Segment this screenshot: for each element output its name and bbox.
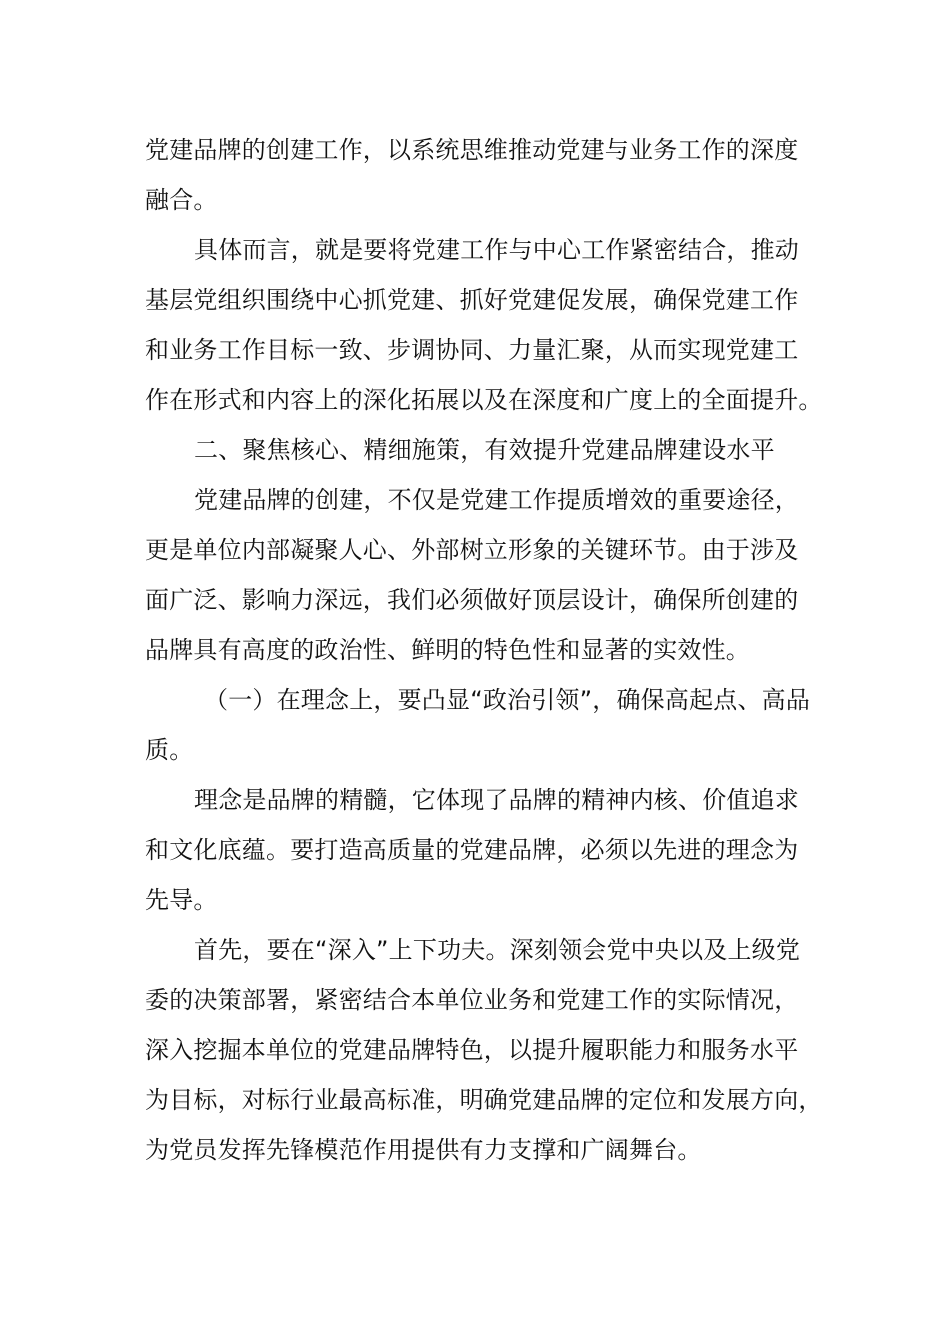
subsection-heading: （一）在理念上，要凸显“政治引领”，确保高起点、高品	[204, 686, 811, 714]
paragraph-line: 为党员发挥先锋模范作用提供有力支撑和广阔舞台。	[145, 1136, 702, 1164]
paragraph-line: 具体而言，就是要将党建工作与中心工作紧密结合，推动	[194, 236, 799, 264]
paragraph-line: 更是单位内部凝聚人心、外部树立形象的关键环节。由于涉及	[145, 536, 799, 564]
paragraph-line: 党建品牌的创建工作，以系统思维推动党建与业务工作的深度	[145, 136, 799, 164]
subsection-heading-continued: 质。	[145, 736, 194, 764]
paragraph-line: 先导。	[145, 886, 218, 914]
paragraph-line: 面广泛、影响力深远，我们必须做好顶层设计，确保所创建的	[145, 586, 799, 614]
paragraph-line: 首先，要在“深入”上下功夫。深刻领会党中央以及上级党	[194, 936, 801, 964]
paragraph-line: 委的决策部署，紧密结合本单位业务和党建工作的实际情况，	[145, 986, 799, 1014]
paragraph-line: 党建品牌的创建，不仅是党建工作提质增效的重要途径，	[194, 486, 799, 514]
paragraph-line: 深入挖掘本单位的党建品牌特色，以提升履职能力和服务水平	[145, 1036, 799, 1064]
paragraph-line: 为目标，对标行业最高标准，明确党建品牌的定位和发展方向，	[145, 1086, 823, 1114]
paragraph-line: 作在形式和内容上的深化拓展以及在深度和广度上的全面提升。	[145, 386, 823, 414]
section-heading: 二、聚焦核心、精细施策，有效提升党建品牌建设水平	[194, 436, 775, 464]
paragraph-line: 品牌具有高度的政治性、鲜明的特色性和显著的实效性。	[145, 636, 750, 664]
paragraph-line: 基层党组织围绕中心抓党建、抓好党建促发展，确保党建工作	[145, 286, 799, 314]
paragraph-line: 和文化底蕴。要打造高质量的党建品牌，必须以先进的理念为	[145, 836, 799, 864]
paragraph-line: 和业务工作目标一致、步调协同、力量汇聚，从而实现党建工	[145, 336, 799, 364]
paragraph-line: 融合。	[145, 186, 218, 214]
paragraph-line: 理念是品牌的精髓，它体现了品牌的精神内核、价值追求	[194, 786, 799, 814]
